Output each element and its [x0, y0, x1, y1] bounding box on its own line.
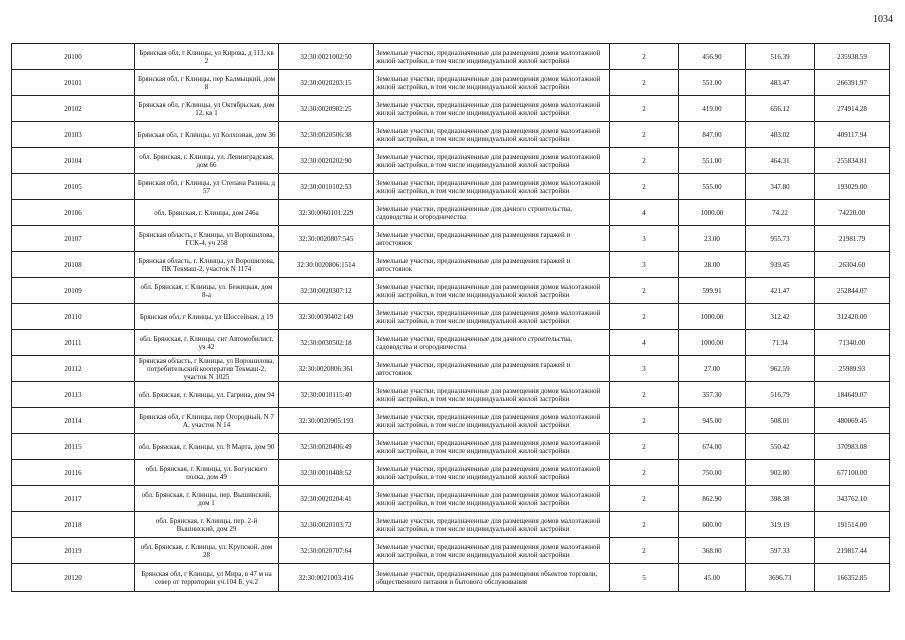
parcel-id-cell: 20119 — [12, 538, 135, 564]
address-cell: обл. Брянская, г. Клинцы, ул. Ленинградская, дом 66 — [135, 148, 279, 174]
land-use-cell: Земельные участки, предназначенные для размещения домов малоэтажной жилой застройки, в том числе индивидуальной жилой застройки — [374, 44, 610, 70]
specific-value-cell: 319.19 — [746, 512, 815, 538]
parcel-id-cell: 20106 — [12, 200, 135, 226]
parcel-id-cell: 20111 — [12, 330, 135, 356]
address-cell: Брянская обл, г Клинцы, ул Октябрьская, дом 12, кв 1 — [135, 96, 279, 122]
parcel-id-cell: 20115 — [12, 434, 135, 460]
cadastral-number-cell: 32:30:0020806:361 — [279, 356, 374, 382]
area-cell: 27.00 — [679, 356, 746, 382]
group-number-cell: 2 — [610, 408, 679, 434]
table-row — [12, 486, 890, 512]
group-number-cell: 2 — [610, 486, 679, 512]
specific-value-cell: 955.73 — [746, 226, 815, 252]
area-cell: 674.00 — [679, 434, 746, 460]
land-use-cell: Земельные участки, предназначенные для размещения гаражей и автостоянок — [374, 252, 610, 278]
area-cell: 600.00 — [679, 512, 746, 538]
cadastral-number-cell: 32:30:0010115:40 — [279, 382, 374, 408]
parcel-id-cell: 20113 — [12, 382, 135, 408]
specific-value-cell: 312.42 — [746, 304, 815, 330]
cadastral-number-cell: 32:30:0020506:38 — [279, 122, 374, 148]
address-cell: обл. Брянская, г. Клинцы, ул. Гагрина, дом 94 — [135, 382, 279, 408]
cadastral-number-cell: 32:30:0020905:193 — [279, 408, 374, 434]
cadastral-number-cell: 32:30:0021003:416 — [279, 564, 374, 592]
parcel-id-cell: 20108 — [12, 252, 135, 278]
table-row — [12, 512, 890, 538]
specific-value-cell: 516.79 — [746, 382, 815, 408]
group-number-cell: 3 — [610, 252, 679, 278]
cadastral-value-cell: 21981.79 — [815, 226, 890, 252]
address-cell: Брянская обл, г Клинцы, пер Огородный, N 7 А, участок N 14 — [135, 408, 279, 434]
cadastral-value-cell: 74220.00 — [815, 200, 890, 226]
table-row — [12, 122, 890, 148]
cadastral-number-cell: 32:30:0020406:49 — [279, 434, 374, 460]
group-number-cell: 2 — [610, 122, 679, 148]
address-cell: Брянская обл, г Клинцы, ул Кирова, д 113, кв 2 — [135, 44, 279, 70]
specific-value-cell: 656.12 — [746, 96, 815, 122]
land-use-cell: Земельные участки, предназначенные для размещения домов малоэтажной жилой застройки, в том числе индивидуальной жилой застройки — [374, 434, 610, 460]
land-use-cell: Земельные участки, предназначенные для размещения домов малоэтажной жилой застройки, в том числе индивидуальной жилой застройки — [374, 148, 610, 174]
specific-value-cell: 347.80 — [746, 174, 815, 200]
area-cell: 862.90 — [679, 486, 746, 512]
specific-value-cell: 550.42 — [746, 434, 815, 460]
area-cell: 368.00 — [679, 538, 746, 564]
table-row — [12, 96, 890, 122]
cadastral-number-cell: 32:30:0020204:41 — [279, 486, 374, 512]
address-cell: Брянская область, г. Клинцы, ул Ворошилова, ПК Текмаш-2, участок N 1174 — [135, 252, 279, 278]
land-use-cell: Земельные участки, предназначенные для размещения домов малоэтажной жилой застройки, в том числе индивидуальной жилой застройки — [374, 70, 610, 96]
land-use-cell: Земельные участки, предназначенные для дачного строительства, садоводства и огородничества — [374, 200, 610, 226]
group-number-cell: 2 — [610, 44, 679, 70]
table-row — [12, 174, 890, 200]
parcel-id-cell: 20120 — [12, 564, 135, 592]
group-number-cell: 2 — [610, 148, 679, 174]
table-row — [12, 564, 890, 592]
parcel-id-cell: 20118 — [12, 512, 135, 538]
cadastral-number-cell: 32:30:0020103:72 — [279, 512, 374, 538]
table-row — [12, 200, 890, 226]
area-cell: 28.00 — [679, 252, 746, 278]
table-row — [12, 356, 890, 382]
table-row — [12, 226, 890, 252]
specific-value-cell: 483.47 — [746, 70, 815, 96]
group-number-cell: 2 — [610, 70, 679, 96]
specific-value-cell: 398.38 — [746, 486, 815, 512]
table-row — [12, 408, 890, 434]
specific-value-cell: 902.80 — [746, 460, 815, 486]
land-use-cell: Земельные участки, предназначенные для размещения домов малоэтажной жилой застройки, в том числе индивидуальной жилой застройки — [374, 278, 610, 304]
area-cell: 357.30 — [679, 382, 746, 408]
area-cell: 1000.00 — [679, 330, 746, 356]
table-row — [12, 304, 890, 330]
group-number-cell: 2 — [610, 538, 679, 564]
address-cell: обл. Брянская, г. Клинцы, снт Автомобилист, уч 42 — [135, 330, 279, 356]
area-cell: 551.00 — [679, 148, 746, 174]
page-number: 1034 — [873, 14, 893, 25]
specific-value-cell: 508.01 — [746, 408, 815, 434]
address-cell: обл. Брянская, г. Клинцы, ул. Бежицкая, дом 8-а — [135, 278, 279, 304]
group-number-cell: 3 — [610, 356, 679, 382]
address-cell: Брянская обл, г Клинцы, ул Колхозная, дом 36 — [135, 122, 279, 148]
land-use-cell: Земельные участки, предназначенные для размещения домов малоэтажной жилой застройки, в том числе индивидуальной жилой застройки — [374, 174, 610, 200]
area-cell: 551.00 — [679, 70, 746, 96]
area-cell: 419.00 — [679, 96, 746, 122]
land-use-cell: Земельные участки, предназначенные для размещения домов малоэтажной жилой застройки, в том числе индивидуальной жилой застройки — [374, 96, 610, 122]
table-row — [12, 460, 890, 486]
parcel-id-cell: 20112 — [12, 356, 135, 382]
cadastral-value-cell: 25989.93 — [815, 356, 890, 382]
cadastral-number-cell: 32:30:0030502:18 — [279, 330, 374, 356]
cadastral-number-cell: 32:30:0020806:1514 — [279, 252, 374, 278]
area-cell: 555.00 — [679, 174, 746, 200]
cadastral-value-cell: 235938.59 — [815, 44, 890, 70]
parcel-id-cell: 20107 — [12, 226, 135, 252]
area-cell: 1000.00 — [679, 200, 746, 226]
group-number-cell: 2 — [610, 174, 679, 200]
group-number-cell: 3 — [610, 226, 679, 252]
cadastral-number-cell: 32:30:0020307:12 — [279, 278, 374, 304]
address-cell: Брянская обл, г Клинцы, ул Шоссейная, д 19 — [135, 304, 279, 330]
area-cell: 1000.00 — [679, 304, 746, 330]
table-row — [12, 70, 890, 96]
table-body — [12, 44, 890, 592]
cadastral-number-cell: 32:30:0030402:149 — [279, 304, 374, 330]
address-cell: обл. Брянская, г. Клинцы, ул. 8 Марта, дом 90 — [135, 434, 279, 460]
cadastral-number-cell: 32:30:0021002:50 — [279, 44, 374, 70]
land-use-cell: Земельные участки, предназначенные для размещения домов малоэтажной жилой застройки, в том числе индивидуальной жилой застройки — [374, 486, 610, 512]
specific-value-cell: 483.02 — [746, 122, 815, 148]
parcel-id-cell: 20117 — [12, 486, 135, 512]
land-use-cell: Земельные участки, предназначенные для размещения объектов торговли, общественного питания и бытового обслуживания — [374, 564, 610, 592]
group-number-cell: 4 — [610, 200, 679, 226]
cadastral-number-cell: 32:30:0020807:545 — [279, 226, 374, 252]
area-cell: 945.00 — [679, 408, 746, 434]
specific-value-cell: 71.34 — [746, 330, 815, 356]
land-use-cell: Земельные участки, предназначенные для размещения домов малоэтажной жилой застройки, в том числе индивидуальной жилой застройки — [374, 512, 610, 538]
parcel-id-cell: 20116 — [12, 460, 135, 486]
address-cell: Брянская обл, г Клинцы, пер Калмыцкий, дом 8 — [135, 70, 279, 96]
cadastral-number-cell: 32:30:0010102:53 — [279, 174, 374, 200]
area-cell: 456.90 — [679, 44, 746, 70]
address-cell: Брянская обл, г Клинцы, ул Мира, в 47 м на север от территории уч.104 Б, уч.2 — [135, 564, 279, 592]
cadastral-value-cell: 184649.07 — [815, 382, 890, 408]
table-row — [12, 538, 890, 564]
group-number-cell: 2 — [610, 96, 679, 122]
parcel-id-cell: 20102 — [12, 96, 135, 122]
cadastral-value-cell: 266391.97 — [815, 70, 890, 96]
cadastral-number-cell: 32:30:0020202:90 — [279, 148, 374, 174]
cadastral-value-cell: 193029.00 — [815, 174, 890, 200]
cadastral-value-cell: 370983.08 — [815, 434, 890, 460]
specific-value-cell: 421.47 — [746, 278, 815, 304]
parcel-id-cell: 20114 — [12, 408, 135, 434]
land-use-cell: Земельные участки, предназначенные для дачного строительства, садоводства и огородничества — [374, 330, 610, 356]
land-use-cell: Земельные участки, предназначенные для размещения домов малоэтажной жилой застройки, в том числе индивидуальной жилой застройки — [374, 538, 610, 564]
address-cell: Брянская область, г Клинцы, ул Ворошилова, потребительский кооператив Текмаш-2, участок N 1025 — [135, 356, 279, 382]
parcel-id-cell: 20105 — [12, 174, 135, 200]
cadastral-value-cell: 677100.00 — [815, 460, 890, 486]
address-cell: обл. Брянская, г. Клинцы, пер. 2-й Вышинский, дом 29 — [135, 512, 279, 538]
group-number-cell: 2 — [610, 304, 679, 330]
cadastral-value-cell: 252844.07 — [815, 278, 890, 304]
cadastral-value-cell: 166352.85 — [815, 564, 890, 592]
specific-value-cell: 3696.73 — [746, 564, 815, 592]
specific-value-cell: 464.31 — [746, 148, 815, 174]
cadastral-number-cell: 32:30:0020902:25 — [279, 96, 374, 122]
table-row — [12, 252, 890, 278]
specific-value-cell: 597.33 — [746, 538, 815, 564]
specific-value-cell: 74.22 — [746, 200, 815, 226]
group-number-cell: 2 — [610, 512, 679, 538]
table-row — [12, 330, 890, 356]
specific-value-cell: 962.59 — [746, 356, 815, 382]
group-number-cell: 5 — [610, 564, 679, 592]
parcel-id-cell: 20103 — [12, 122, 135, 148]
cadastral-number-cell: 32:30:0010408:52 — [279, 460, 374, 486]
land-use-cell: Земельные участки, предназначенные для размещения домов малоэтажной жилой застройки, в том числе индивидуальной жилой застройки — [374, 460, 610, 486]
area-cell: 23.00 — [679, 226, 746, 252]
address-cell: обл. Брянская, г. Клинцы, пер. Вышинский, дом 1 — [135, 486, 279, 512]
specific-value-cell: 939.45 — [746, 252, 815, 278]
cadastral-value-cell: 255834.81 — [815, 148, 890, 174]
area-cell: 750.00 — [679, 460, 746, 486]
table-row — [12, 148, 890, 174]
cadastral-value-cell: 343762.10 — [815, 486, 890, 512]
cadastral-value-cell: 219817.44 — [815, 538, 890, 564]
cadastral-number-cell: 32:30:0020707:64 — [279, 538, 374, 564]
address-cell: обл. Брянская, г. Клинцы, ул. Крупской, дом 28 — [135, 538, 279, 564]
parcel-id-cell: 20100 — [12, 44, 135, 70]
specific-value-cell: 516.39 — [746, 44, 815, 70]
table-row — [12, 434, 890, 460]
cadastral-value-cell: 26304.60 — [815, 252, 890, 278]
land-use-cell: Земельные участки, предназначенные для размещения домов малоэтажной жилой застройки, в том числе индивидуальной жилой застройки — [374, 408, 610, 434]
land-use-cell: Земельные участки, предназначенные для размещения гаражей и автостоянок — [374, 226, 610, 252]
table-row — [12, 44, 890, 70]
address-cell: обл. Брянская, г. Клинцы, дом 246а — [135, 200, 279, 226]
land-use-cell: Земельные участки, предназначенные для размещения домов малоэтажной жилой застройки, в том числе индивидуальной жилой застройки — [374, 304, 610, 330]
group-number-cell: 2 — [610, 278, 679, 304]
group-number-cell: 4 — [610, 330, 679, 356]
cadastral-value-cell: 191514.00 — [815, 512, 890, 538]
parcel-id-cell: 20101 — [12, 70, 135, 96]
cadastral-value-cell: 312420.00 — [815, 304, 890, 330]
address-cell: Брянская область, г Клинцы, ул Ворошилова, ГСК-4, уч 258 — [135, 226, 279, 252]
cadastral-value-cell: 409117.94 — [815, 122, 890, 148]
area-cell: 45.00 — [679, 564, 746, 592]
cadastral-value-cell: 71340.00 — [815, 330, 890, 356]
area-cell: 847.00 — [679, 122, 746, 148]
cadastral-number-cell: 32:30:0060101:229 — [279, 200, 374, 226]
area-cell: 599.91 — [679, 278, 746, 304]
table-row — [12, 278, 890, 304]
table-row — [12, 382, 890, 408]
land-use-cell: Земельные участки, предназначенные для размещения домов малоэтажной жилой застройки, в том числе индивидуальной жилой застройки — [374, 382, 610, 408]
parcel-id-cell: 20109 — [12, 278, 135, 304]
cadastral-value-cell: 480069.45 — [815, 408, 890, 434]
land-registry-table — [11, 43, 890, 592]
cadastral-number-cell: 32:30:0020203:15 — [279, 70, 374, 96]
group-number-cell: 2 — [610, 382, 679, 408]
parcel-id-cell: 20110 — [12, 304, 135, 330]
land-use-cell: Земельные участки, предназначенные для размещения гаражей и автостоянок — [374, 356, 610, 382]
group-number-cell: 2 — [610, 434, 679, 460]
land-use-cell: Земельные участки, предназначенные для размещения домов малоэтажной жилой застройки, в том числе индивидуальной жилой застройки — [374, 122, 610, 148]
cadastral-value-cell: 274914.28 — [815, 96, 890, 122]
address-cell: Брянская обл, г Клинцы, ул Степана Разина, д 57 — [135, 174, 279, 200]
parcel-id-cell: 20104 — [12, 148, 135, 174]
address-cell: обл. Брянская, г. Клинцы, ул. Богунского полка, дом 49 — [135, 460, 279, 486]
group-number-cell: 2 — [610, 460, 679, 486]
